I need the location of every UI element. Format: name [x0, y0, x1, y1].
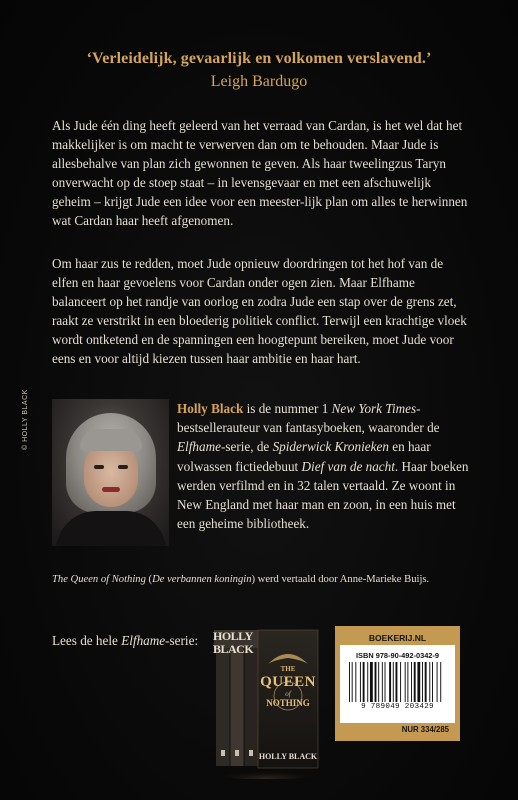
blurb-paragraph-2: Om haar zus te redden, moet Jude opnieuw doordringen tot het hof van de elfen en haar gevoelens voor Cardan onder ogen zien. Maar Elfhame balanceert op het randje van oorlog en zodra Jude een stap over de grens zet, raakt ze verstrikt in een bloederig politiek conflict. Terwijl een krachtige vloek wordt ontketend en de spanningen een hoogtepunt bereiken, moet Jude voor eens en voor altijd kiezen tussen haar ambitie en haar hart. [52, 256, 467, 366]
photo-credit: © HOLLY BLACK [22, 389, 29, 450]
series-text: Lees de hele [52, 633, 122, 648]
author-photo [52, 399, 169, 546]
isbn-label: ISBN 978-90-492-0342-9 [356, 651, 439, 660]
book-front-author: HOLLY BLACK [258, 752, 318, 761]
bio-nyt: New York Times [331, 401, 417, 416]
blurb-paragraph-1: Als Jude één ding heeft geleerd van het verraad van Cardan, is het wel dat het makkelijker is om macht te verwerven dan om te behouden. Maar Jude is allesbehalve van plan zich gewonnen te geven. Als haar tweelingzus Taryn onverwacht op de stoep staat – in levensgevaar en met een afschuwelijk geheim – krijgt Jude een idee voor een meester-lijk plan om alles te herwinnen wat Cardan haar heeft afgenomen. [52, 118, 468, 228]
publisher-label: BOEKERIJ.NL [340, 631, 455, 645]
barcode-block [335, 626, 460, 741]
book-box-author: HOLLY BLACK [213, 629, 254, 656]
author-bio [177, 399, 477, 533]
quote-author: Leigh Bardugo [210, 73, 308, 90]
bio-text: is de nummer 1 [243, 401, 332, 416]
bio-elfhame: Elfhame [177, 439, 221, 455]
bio-spiderwick: Spiderwick Kronieken [272, 439, 389, 455]
translation-text: ( [145, 574, 153, 585]
bio-dief: Dief van de nacht [301, 458, 395, 474]
author-name: Holly Black [177, 401, 244, 416]
translation-text: ) werd vertaald door Anne-Marieke Buijs. [251, 574, 430, 585]
nur-code: NUR 334/285 [340, 723, 455, 736]
book-front-of: of [285, 690, 291, 698]
series-text: -serie: [165, 633, 199, 648]
dutch-title: De verbannen koningin [152, 574, 252, 585]
book-front-title-3: NOTHING [266, 698, 310, 708]
translation-credit [52, 574, 492, 585]
barcode-bars [349, 662, 446, 702]
review-quote: ‘Verleidelijk, gevaarlijk en volkomen verslavend.’ [86, 50, 432, 67]
barcode-digits: 9 789049 203429 [361, 703, 434, 711]
original-title: The Queen of Nothing [52, 574, 146, 585]
bio-text: . Haar boeken werden verfilmd en in 32 talen vertaald. Ze woont in New England met haar man en zoon, in een huis met een geheime bibliotheek. [177, 458, 469, 532]
bio-text: en haar volwassen fictiedebuut [177, 439, 431, 474]
book-front-title-1: THE [280, 665, 296, 673]
bio-text: -bestsellerauteur van fantasyboeken, waaronder de [177, 401, 440, 436]
series-line [52, 633, 198, 649]
book-front-title-2: QUEEN [260, 674, 316, 690]
bio-text: -serie, de [220, 439, 273, 455]
series-name: Elfhame [121, 633, 166, 648]
